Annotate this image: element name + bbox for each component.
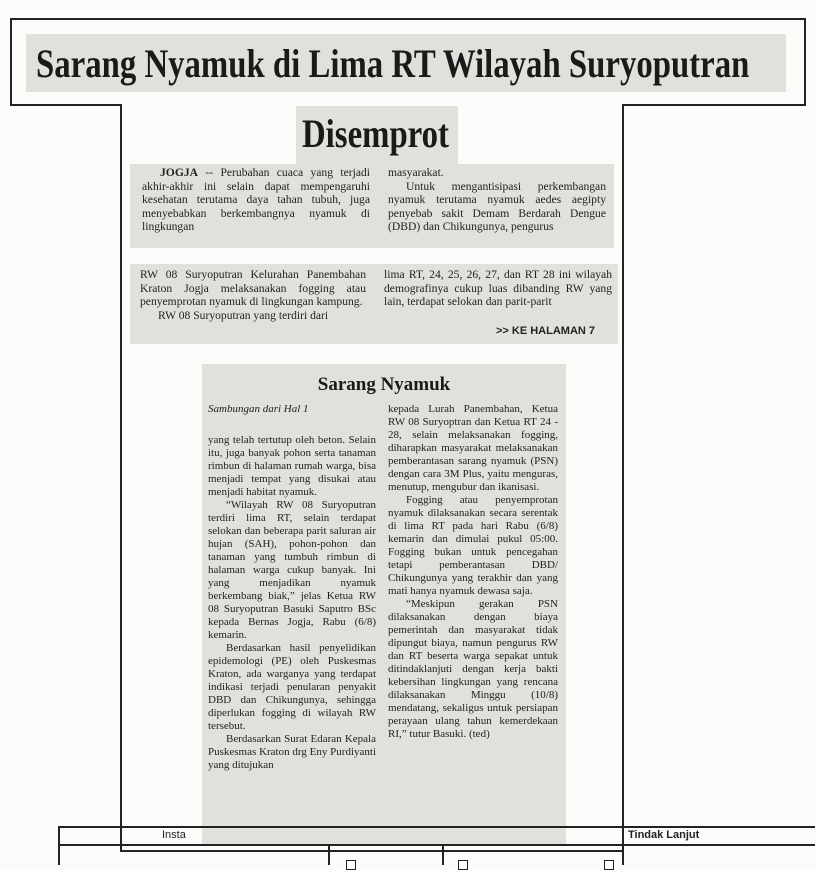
clipping-border-left [120, 104, 122, 852]
clipping-border-shelf-left [10, 104, 122, 106]
lead-column-2 [388, 166, 606, 234]
lead-text-2b: Untuk mengantisipasi perkembangan nyamuk terutama nyamuk aedes aegipty penyebab sakit Demam Berdarah Dengue (DBD) dan Chikungunya, pengurus [388, 179, 606, 234]
cont-left-p3: Berdasarkan hasil penyelidikan epidemologi (PE) oleh Puskesmas Kraton, ada warganya yang terdapat indikasi terjadi penularan penyakit DBD dan Chikungunya, sehingga diperlukan fogging di wilayah RW tersebut. [208, 642, 376, 732]
cont-right-p2: Fogging atau penyemprotan nyamuk dilaksanakan secara serentak di lima RT pada hari Rabu (6/8) kemarin dan dimulai pukul 05:00. Fogging bukan untuk pencegahan tetapi pemberantasan DBD/ Chikungunya yang terakhir dan yang mati hanya nyamuk dewasa saja. [388, 494, 558, 597]
form-table [58, 826, 815, 865]
form-divider-3 [442, 844, 444, 865]
form-left-label: Insta [162, 829, 186, 841]
form-checkbox-1[interactable] [346, 860, 356, 870]
form-divider [622, 826, 624, 865]
jump-line: >> KE HALAMAN 7 [496, 325, 596, 337]
lead-text-1: -- Perubahan cuaca yang terjadi akhir-akhir ini selain dapat mempengaruhi kesehatan terutama daya tahan tubuh, juga menyebabkan berkembangnya nyamuk di lingkungan [142, 166, 370, 234]
form-left-edge [58, 826, 60, 865]
cont-right-p1: kepada Lurah Panembahan, Ketua RW 08 Suryoptran dan Ketua RT 24 - 28, selain melaksanakan fogging, diharapkan masyarakat melaksanakan pemberantasan sarang nyamuk (PSN) dengan cara 3M Plus, yaitu menguras, menutup, mengubur dan ikanisasi. [388, 403, 558, 493]
cont-left-p1: yang telah tertutup oleh beton. Selain itu, juga banyak pohon serta tanaman rimbun di halaman rumah warga, bisa menjadi tempat yang disukai atau menjadi habitat nyamuk. [208, 434, 376, 498]
continuation-right-column [388, 403, 558, 741]
form-checkbox-3[interactable] [604, 860, 614, 870]
form-top-line [58, 826, 815, 828]
cont-left-p2: “Wilayah RW 08 Suryoputran terdiri lima RT, selain terdapat selokan dan beberapa parit saluran air hujan (SAH), pohon-pohon dan tanaman yang tumbuh rimbun di halaman warga cukup banyak. Ini yang menjadikan nyamuk berkembang biak,” jelas Ketua RW 08 Suryoputran Basuki Saputro BSc kepada Bernas Jogja, Rabu (6/8) kemarin. [208, 499, 376, 641]
dateline: JOGJA [160, 166, 199, 179]
lead-column-1 [142, 166, 370, 234]
continuation-left-column [208, 403, 376, 772]
form-right-label: Tindak Lanjut [628, 829, 700, 841]
form-mid-line [58, 844, 815, 846]
headline-subtitle: Disemprot [302, 111, 449, 156]
second-text-1b: RW 08 Suryoputran yang terdiri dari [158, 308, 329, 322]
second-column-2 [384, 268, 612, 309]
cont-right-p3: “Meskipun gerakan PSN dilaksanakan dengan biaya pemerintah dan masyarakat tidak dipungut biaya, namun pengurus RW dan RT beserta warga sepakat untuk ditindaklanjuti dengan kerja bakti kebersihan lingkungan yang rencana dilaksanakan Minggu (10/8) mendatang, sekaligus untuk persiapan perayaan ulang tahun kemerdekaan RI,” tutur Basuki. (ted) [388, 598, 558, 740]
headline-title: Sarang Nyamuk di Lima RT Wilayah Suryoputran [36, 41, 750, 86]
clipping-border-shelf-right [622, 104, 806, 106]
second-text-1a: RW 08 Suryoputran Kelurahan Panembahan Kraton Jogja melaksanakan fogging atau penyemprotan nyamuk di lingkungan kampung. [140, 268, 366, 309]
form-divider-2 [328, 844, 330, 865]
second-column-1 [140, 268, 366, 322]
clipping-border-right [622, 104, 624, 852]
form-checkbox-2[interactable] [458, 860, 468, 870]
second-text-2: lima RT, 24, 25, 26, 27, dan RT 28 ini wilayah demografinya cukup luas dibanding RW yang lain, terdapat selokan dan parit-parit [384, 268, 612, 309]
sambungan-note: Sambungan dari Hal 1 [208, 403, 309, 415]
cont-left-p4: Berdasarkan Surat Edaran Kepala Puskesmas Kraton drg Eny Purdiyanti yang ditujukan [208, 733, 376, 771]
lead-text-2a: masyarakat. [388, 166, 444, 179]
continuation-title: Sarang Nyamuk [317, 374, 451, 395]
